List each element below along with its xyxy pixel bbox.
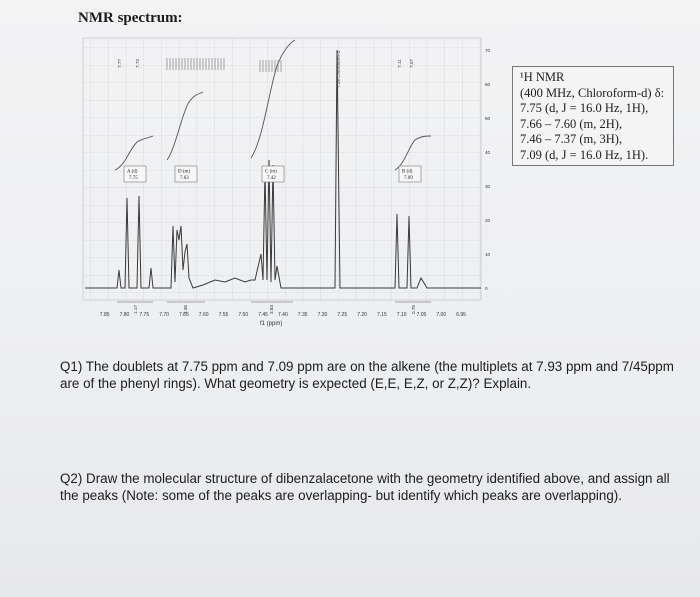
y-tick-label: 50 xyxy=(485,116,491,121)
x-tick-label: 7.80 xyxy=(119,312,130,318)
svg-text:A (d): A (d) xyxy=(127,169,138,175)
x-tick-label: 7.65 xyxy=(179,312,189,318)
x-tick-label: 7.15 xyxy=(377,312,387,318)
svg-text:7.75: 7.75 xyxy=(129,176,138,181)
svg-text:7.09: 7.09 xyxy=(404,176,413,181)
nmr-line: 7.09 (d, J = 16.0 Hz, 1H). xyxy=(520,147,649,162)
x-tick-label: 7.10 xyxy=(396,312,407,318)
y-tick-label: 10 xyxy=(485,252,491,257)
x-axis-label: f1 (ppm) xyxy=(260,321,283,327)
nmr-line: 7.46 – 7.37 (m, 3H), xyxy=(520,132,623,146)
svg-text:7.42: 7.42 xyxy=(267,176,276,181)
question-2: Q2) Draw the molecular structure of dibenzalacetone with the geometry identified above, and assign all the peaks (Note: some of the peaks are overlapping- but identify which peaks are overlapping). xyxy=(60,471,670,503)
peak-label-B xyxy=(399,166,421,182)
svg-text:B (d): B (d) xyxy=(402,169,413,175)
x-tick-label: 7.50 xyxy=(238,312,249,318)
y-tick-label: 70 xyxy=(485,48,491,53)
x-tick-label: 6.95 xyxy=(456,312,466,318)
integral-value: 0.75 xyxy=(411,305,416,314)
peak-ppm-label: 7.77 xyxy=(117,59,122,68)
integral-value: 2.36 xyxy=(183,305,188,314)
x-tick-label: 7.00 xyxy=(436,312,447,318)
page-title: NMR spectrum: xyxy=(78,10,183,26)
nmr-line: 7.66 – 7.60 (m, 2H), xyxy=(520,116,623,131)
svg-text:D (m): D (m) xyxy=(178,169,191,175)
x-tick-label: 7.30 xyxy=(317,312,328,318)
peak-ppm-label: 7.11 xyxy=(397,59,402,68)
x-tick-label: 7.20 xyxy=(357,312,367,318)
x-tick-label: 7.75 xyxy=(139,312,150,318)
question-1: Q1) The doublets at 7.75 ppm and 7.09 ppm are on the alkene (the multiplets at 7.93 ppm and 7/45ppm are of the phenyl rings). What geometry is expected (E,E, E,Z, or Z,Z)? Explain. xyxy=(60,359,674,391)
x-tick-label: 7.85 xyxy=(99,312,110,318)
y-tick-label: 40 xyxy=(485,150,491,155)
peak-ppm-label: 7.73 xyxy=(135,59,140,68)
integral-value: 3.83 xyxy=(269,305,274,314)
nmr-spectrum-plot xyxy=(55,30,505,340)
x-tick-label: 7.70 xyxy=(159,312,169,318)
nmr-data-box xyxy=(512,66,674,166)
peak-label-C xyxy=(262,166,284,182)
peak-ppm-label: 7.07 xyxy=(409,59,414,68)
x-tick-label: 7.55 xyxy=(218,312,229,318)
x-tick-label: 7.60 xyxy=(198,312,209,318)
peak-label-D xyxy=(175,166,197,182)
y-tick-label: 0 xyxy=(485,286,488,291)
nmr-header: ¹H NMR xyxy=(520,70,565,84)
y-tick-label: 60 xyxy=(485,82,491,87)
y-tick-label: 30 xyxy=(485,184,491,189)
nmr-solvent: (400 MHz, Chloroform-d) δ: xyxy=(520,85,665,100)
x-tick-label: 7.25 xyxy=(337,312,348,318)
x-tick-label: 7.05 xyxy=(416,312,427,318)
svg-text:7.63: 7.63 xyxy=(180,176,189,181)
x-tick-label: 7.35 xyxy=(297,312,308,318)
x-tick-label: 7.45 xyxy=(258,312,268,318)
svg-text:C (m): C (m) xyxy=(265,169,277,175)
peak-label-A xyxy=(124,166,146,182)
nmr-line: 7.75 (d, J = 16.0 Hz, 1H), xyxy=(520,101,649,115)
y-axis xyxy=(485,48,491,291)
integral-value: 1.17 xyxy=(133,305,138,314)
solvent-peak-label: 7.26 Chloroform-d xyxy=(336,50,341,88)
y-tick-label: 20 xyxy=(485,218,491,223)
x-tick-label: 7.40 xyxy=(278,312,288,318)
